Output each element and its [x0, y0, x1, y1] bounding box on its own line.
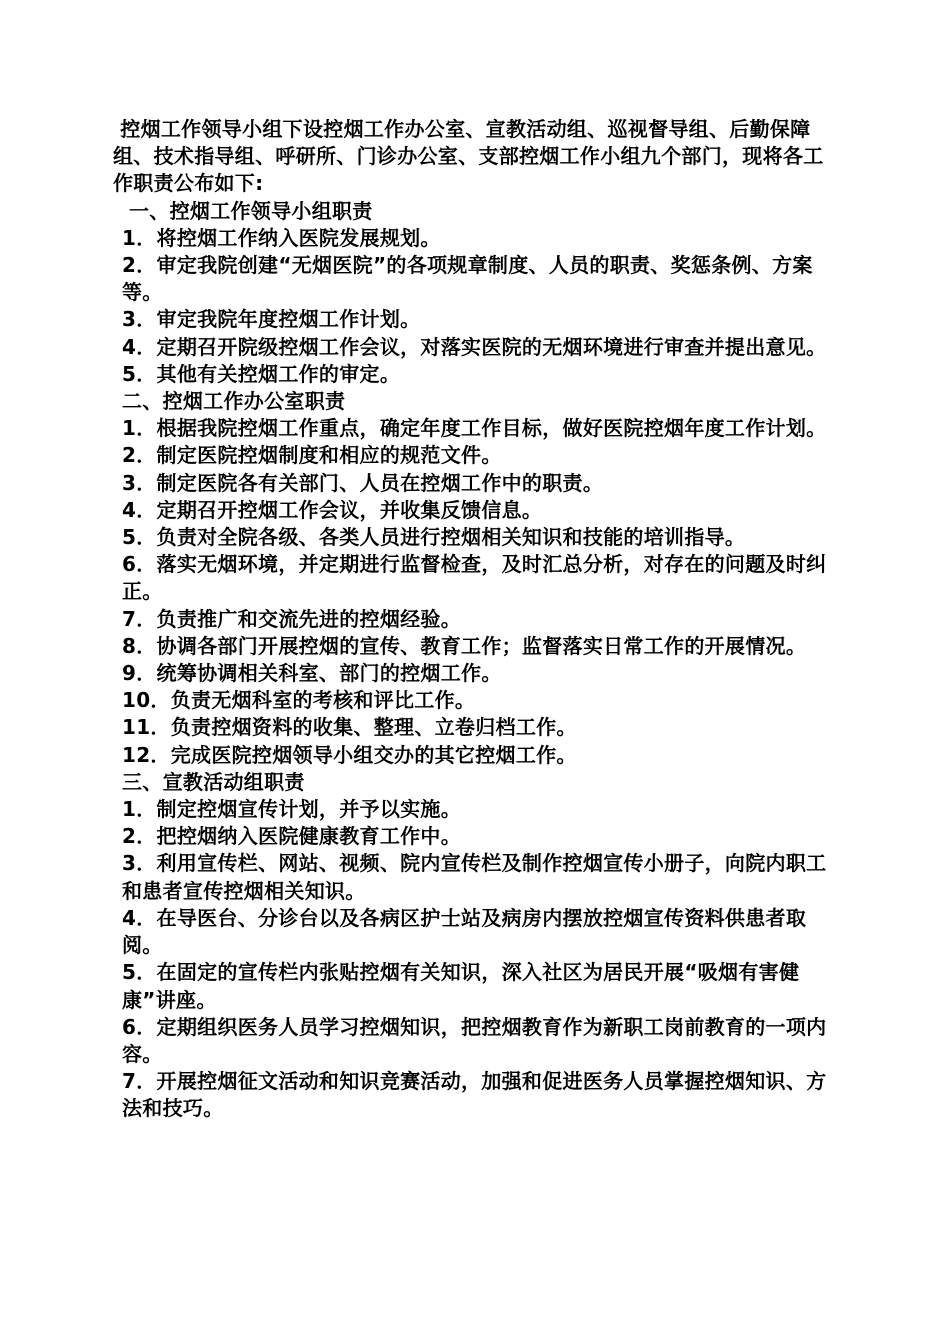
section-1-item-3: 3．审定我院年度控烟工作计划。 [122, 307, 421, 332]
document-body [113, 116, 843, 1123]
intro-paragraph: 控烟工作领导小组下设控烟工作办公室、宣教活动组、巡视督导组、后勤保障组、技术指导组、呼研所、门诊办公室、支部控烟工作小组九个部门，现将各工作职责公布如下: [113, 117, 824, 196]
section-2-item-10: 10．负责无烟科室的考核和评比工作。 [122, 688, 476, 713]
section-3-item-6: 6．定期组织医务人员学习控烟知识，把控烟教育作为新职工岗前教育的一项内容。 [122, 1014, 827, 1066]
section-1-item-2: 2．审定我院创建“无烟医院”的各项规章制度、人员的职责、奖惩条例、方案等。 [122, 253, 813, 305]
section-2-item-8: 8．协调各部门开展控烟的宣传、教育工作；监督落实日常工作的开展情况。 [122, 633, 807, 658]
section-1-item-1: 1．将控烟工作纳入医院发展规划。 [122, 225, 441, 250]
section-2-item-4: 4．定期召开控烟工作会议，并收集反馈信息。 [122, 497, 543, 522]
section-3-item-3: 3．利用宣传栏、网站、视频、院内宣传栏及制作控烟宣传小册子，向院内职工和患者宣传控烟相关知识。 [122, 851, 827, 903]
section-2-item-5: 5．负责对全院各级、各类人员进行控烟相关知识和技能的培训指导。 [122, 525, 746, 550]
section-2-item-3: 3．制定医院各有关部门、人员在控烟工作中的职责。 [122, 470, 604, 495]
section-heading-3: 三、宣教活动组职责 [122, 769, 305, 794]
section-2-item-1: 1．根据我院控烟工作重点，确定年度工作目标，做好医院控烟年度工作计划。 [122, 416, 827, 441]
section-3-item-2: 2．把控烟纳入医院健康教育工作中。 [122, 824, 462, 849]
section-2-item-6: 6．落实无烟环境，并定期进行监督检查，及时汇总分析，对存在的问题及时纠正。 [122, 552, 827, 604]
section-2-item-7: 7．负责推广和交流先进的控烟经验。 [122, 606, 462, 631]
section-3-item-1: 1．制定控烟宣传计划，并予以实施。 [122, 797, 462, 822]
section-2-item-12: 12．完成医院控烟领导小组交办的其它控烟工作。 [122, 742, 577, 767]
section-3-item-4: 4．在导医台、分诊台以及各病区护士站及病房内摆放控烟宣传资料供患者取阅。 [122, 905, 807, 958]
section-1-item-5: 5．其他有关控烟工作的审定。 [122, 361, 401, 386]
section-3-item-7: 7．开展控烟征文活动和知识竞赛活动，加强和促进医务人员掌握控烟知识、方法和技巧。 [122, 1069, 827, 1121]
section-heading-1: 一、控烟工作领导小组职责 [129, 198, 373, 223]
section-2-item-9: 9．统筹协调相关科室、部门的控烟工作。 [122, 661, 502, 686]
section-heading-2: 二、控烟工作办公室职责 [122, 389, 346, 414]
section-2-item-11: 11．负责控烟资料的收集、整理、立卷归档工作。 [122, 715, 577, 740]
section-3-item-5: 5．在固定的宣传栏内张贴控烟有关知识，深入社区为居民开展“吸烟有害健康”讲座。 [122, 960, 800, 1012]
section-1-item-4: 4．定期召开院级控烟工作会议，对落实医院的无烟环境进行审查并提出意见。 [122, 334, 827, 359]
section-2-item-2: 2．制定医院控烟制度和相应的规范文件。 [122, 443, 502, 468]
